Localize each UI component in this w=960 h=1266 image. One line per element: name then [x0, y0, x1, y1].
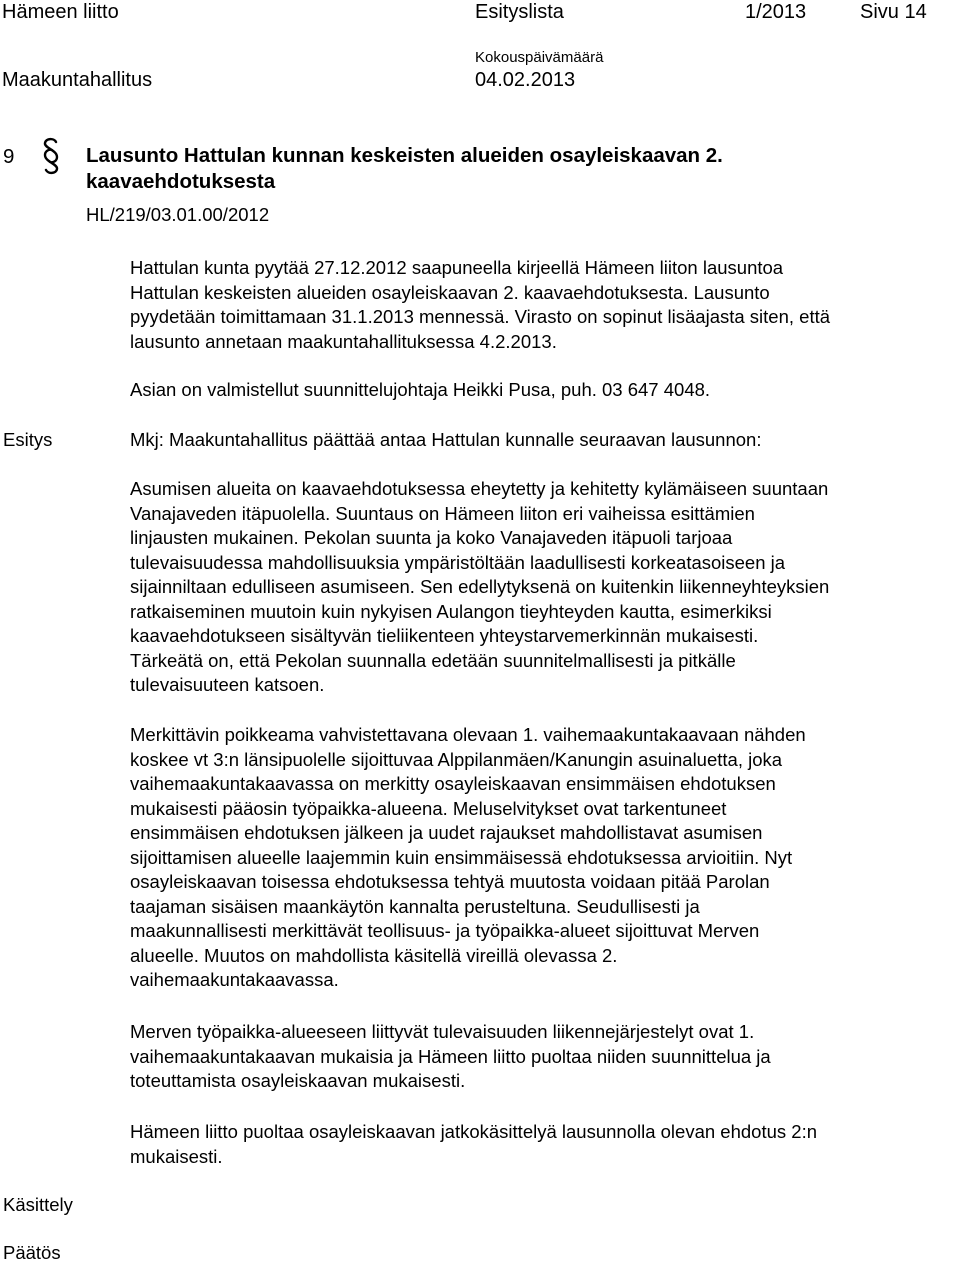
proposal-paragraph-2: [130, 723, 950, 993]
item-number: 9: [3, 145, 15, 168]
paragraph-line: mukaisesti pääosin työpaikka-alueena. Meluselvitykset ovat tarkentuneet: [130, 797, 727, 819]
paragraph-line: tulevaisuudessa mahdollisuuksia ympäristöltään laadullisesti korkeatasoiseen ja: [130, 551, 786, 573]
paragraph-line: taajaman sisäisen maankäytön kannalta perusteltuna. Seudullisesti ja: [130, 895, 700, 917]
section-sign-icon: [40, 136, 62, 176]
paragraph-line: Hämeen liitto puoltaa osayleiskaavan jatkokäsittelyä lausunnolla olevan ehdotus 2:n: [130, 1121, 817, 1142]
paragraph-line: Vanajaveden itäpuolella. Suuntaus on Hämeen liiton eri vaiheissa esittämien: [130, 502, 755, 524]
intro-line: pyydetään toimittamaan 31.1.2013 mennessä. Virasto on sopinut lisäajasta siten, että: [130, 306, 831, 327]
proposal-paragraph-1: [130, 477, 950, 698]
intro-paragraph: [130, 256, 950, 354]
paragraph-line: vaihemaakuntakaavan mukaisia ja Hämeen liitto puoltaa niiden suunnittelua ja: [130, 1045, 771, 1067]
preparer-note: Asian on valmistellut suunnittelujohtaja Heikki Pusa, puh. 03 647 4048.: [130, 379, 711, 400]
paragraph-line: sijoittamisen alueelle laajemmin kuin ensimmäisessä ehdotuksessa arvioitiin. Nyt: [130, 846, 793, 868]
paragraph-line: koskee vt 3:n länsipuolelle sijoittuvaa Alppilanmäen/Kanungin asuinaluetta, joka: [130, 748, 783, 770]
paragraph-line: sijainniltaan edulliseen asumiseen. Sen edellytyksenä on kuitenkin liikenneyhteyksien: [130, 576, 830, 597]
processing-label: Käsittely: [3, 1194, 73, 1215]
paragraph-line: toteuttamista osayleiskaavan mukaisesti.: [130, 1070, 466, 1091]
paragraph-line: alueelle. Muutos on mahdollista käsitellä vireillä olevassa 2.: [130, 944, 618, 966]
item-title-line-1: Lausunto Hattulan kunnan keskeisten alueiden osayleiskaavan 2.: [86, 144, 723, 167]
paragraph-line: mukaisesti.: [130, 1145, 223, 1167]
intro-line: Hattulan keskeisten alueiden osayleiskaavan 2. kaavaehdotuksesta. Lausunto: [130, 281, 770, 303]
paragraph-line: Merkittävin poikkeama vahvistettavana olevaan 1. vaihemaakuntakaavaan nähden: [130, 724, 806, 745]
item-title-line-2: kaavaehdotuksesta: [86, 170, 276, 193]
intro-line: lausunto annetaan maakuntahallituksessa 4.2.2013.: [130, 330, 557, 352]
governing-body: Maakuntahallitus: [2, 69, 153, 91]
paragraph-line: vaihemaakuntakaavassa.: [130, 969, 339, 990]
proposal-lead: Mkj: Maakuntahallitus päättää antaa Hattulan kunnalle seuraavan lausunnon:: [130, 429, 762, 450]
paragraph-line: Asumisen alueita on kaavaehdotuksessa eheytetty ja kehitetty kylämäiseen suuntaan: [130, 478, 829, 499]
paragraph-line: Merven työpaikka-alueeseen liittyvät tulevaisuuden liikennejärjestelyt ovat 1.: [130, 1021, 755, 1042]
page-number: Sivu 14: [860, 1, 927, 23]
paragraph-line: tulevaisuuteen katsoen.: [130, 674, 325, 695]
proposal-paragraph-4: [130, 1120, 950, 1169]
intro-line: Hattulan kunta pyytää 27.12.2012 saapuneella kirjeellä Hämeen liiton lausuntoa: [130, 257, 784, 278]
item-reference: HL/219/03.01.00/2012: [86, 204, 270, 225]
decision-label: Päätös: [3, 1242, 61, 1263]
paragraph-line: Tärkeätä on, että Pekolan suunnalla edetään suunnitelmallisesti ja pitkälle: [130, 649, 736, 671]
document-number: 1/2013: [745, 1, 807, 23]
paragraph-line: vaihemaakuntakaavassa on merkitty osayleiskaavan ensimmäisen ehdotuksen: [130, 773, 776, 794]
document-type: Esityslista: [475, 1, 564, 23]
paragraph-line: linjausten mukainen. Pekolan suunta ja koko Vanajaveden itäpuoli tarjoaa: [130, 527, 733, 548]
meeting-date-label: Kokouspäivämäärä: [475, 49, 604, 66]
paragraph-line: ratkaiseminen muutoin kuin nykyisen Aulangon tieyhteyden kautta, esimerkiksi: [130, 600, 772, 622]
paragraph-line: ensimmäisen ehdotuksen jälkeen ja uudet rajaukset mahdollistavat asumisen: [130, 822, 763, 843]
meeting-date: 04.02.2013: [475, 69, 576, 91]
proposal-paragraph-3: [130, 1020, 950, 1094]
paragraph-line: kaavaehdotukseen sisältyvän tieliikenteen yhteystarvemerkinnän mukaisesti.: [130, 625, 759, 646]
organization-name: Hämeen liitto: [2, 1, 119, 23]
paragraph-line: maakunnallisesti merkittävät teollisuus- ja työpaikka-alueet sijoittuvat Merven: [130, 920, 760, 941]
paragraph-line: osayleiskaavan toisessa ehdotuksessa tehtyä muutosta voidaan pitää Parolan: [130, 871, 770, 892]
proposal-label: Esitys: [3, 429, 53, 450]
